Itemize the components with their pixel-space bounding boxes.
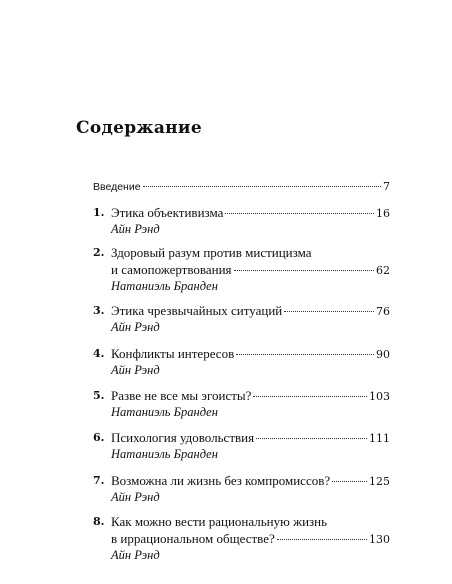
dot-leader [143,186,381,187]
chapter-number: 2. [93,246,105,259]
toc-page-number: 103 [369,390,390,403]
toc-page-number: 90 [376,348,390,361]
chapter-number: 3. [93,304,105,317]
toc-entry-title: Психология удовольствия [111,430,255,445]
toc-entry-title: Этика чрезвычайных ситуаций [111,303,283,318]
toc-entry-line-1 [111,514,390,530]
dot-leader [277,539,367,540]
toc-entry-title: Этика объективизма [111,205,224,220]
toc-entry-author: Айн Рэнд [111,320,160,334]
toc-entry-author: Айн Рэнд [111,490,160,504]
toc-page-number: 76 [376,305,390,318]
toc-entry-author: Натаниэль Бранден [111,405,218,419]
dot-leader [236,354,374,355]
toc-entry-title: Введение [93,181,141,193]
chapter-number: 8. [93,515,105,528]
toc-page-number: 62 [376,264,390,277]
toc-entry-line [111,430,390,447]
chapter-number: 5. [93,389,105,402]
toc-entry-author: Натаниэль Бранден [111,447,218,461]
dot-leader [253,396,367,397]
toc-page-number: 130 [369,533,390,546]
toc-page-number: 7 [383,180,390,193]
chapter-number: 1. [93,206,105,219]
toc-entry-line [111,303,390,320]
toc-entry-title-first-line: Как можно вести рациональную жизнь [111,514,328,529]
dot-leader [234,270,374,271]
toc-entry-line [111,531,390,548]
toc-entry-line-1 [111,245,390,261]
toc-entry-author: Айн Рэнд [111,222,160,236]
toc-entry-author: Натаниэль Бранден [111,279,218,293]
toc-entry-title: и самопожертвования [111,262,232,277]
dot-leader [225,213,374,214]
toc-entry-line [111,262,390,279]
toc-page-number: 16 [376,207,390,220]
toc-entry-line [111,205,390,222]
dot-leader [284,311,374,312]
toc-entry-title: Конфликты интересов [111,346,235,361]
chapter-number: 6. [93,431,105,444]
dot-leader [332,481,367,482]
chapter-number: 4. [93,347,105,360]
toc-heading: Содержание [76,118,202,138]
toc-page-number: 125 [369,475,390,488]
toc-entry-title: Возможна ли жизнь без компромиссов? [111,473,331,488]
toc-entry-line [111,473,390,490]
dot-leader [256,438,367,439]
toc-entry-line [111,388,390,405]
toc-entry-title: Разве не все мы эгоисты? [111,388,252,403]
toc-entry-line [111,346,390,363]
toc-entry-author: Айн Рэнд [111,363,160,377]
toc-entry-title-first-line: Здоровый разум против мистицизма [111,245,312,260]
chapter-number: 7. [93,474,105,487]
toc-entry-title: в иррациональном обществе? [111,531,275,546]
toc-entry-author: Айн Рэнд [111,548,160,562]
toc-page-number: 111 [369,432,390,445]
toc-entry-intro[interactable] [93,179,390,195]
